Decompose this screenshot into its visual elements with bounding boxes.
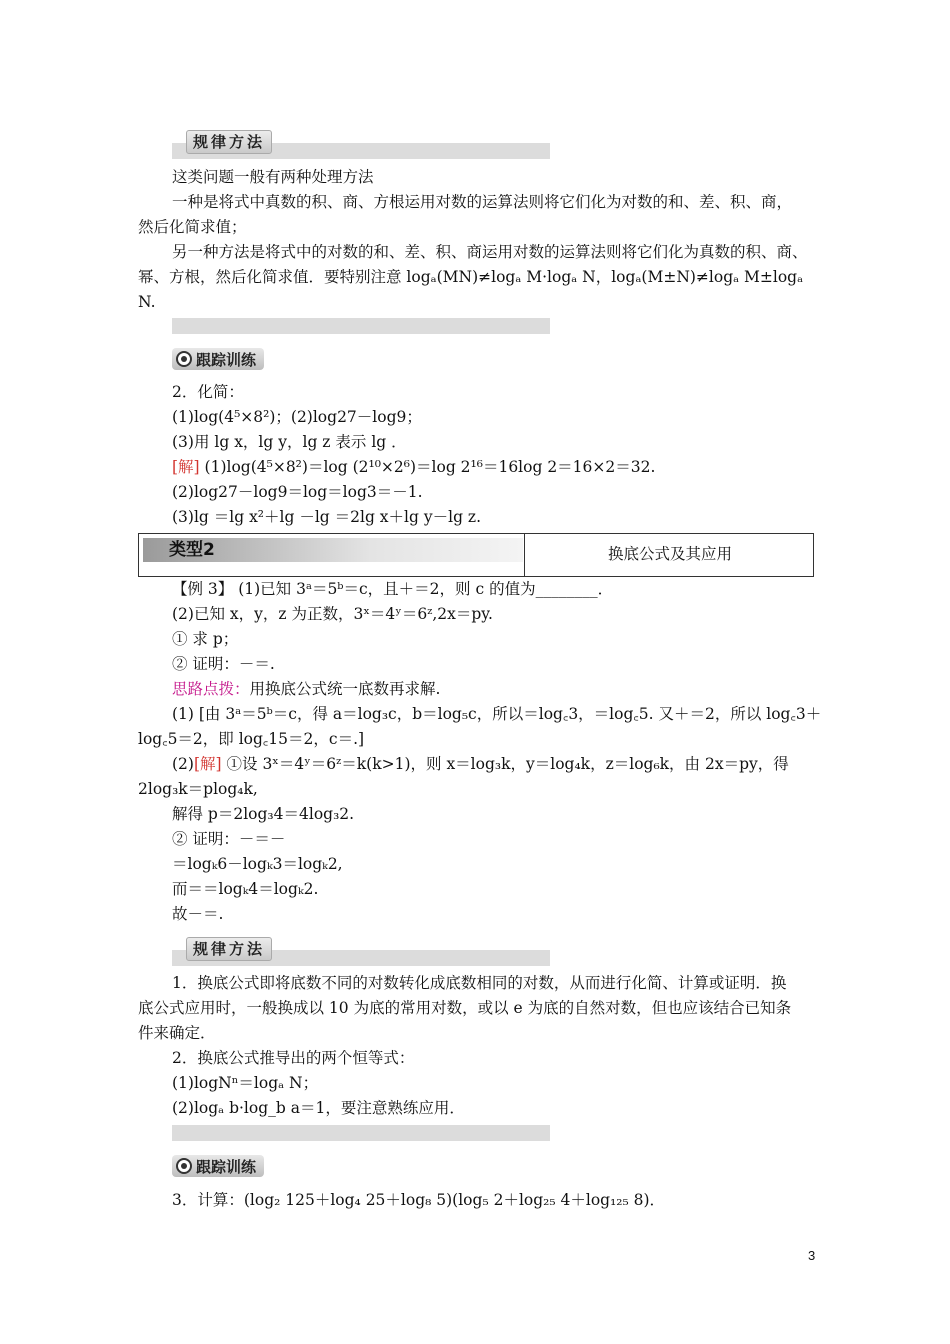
- hint-text: 用换底公式统一底数再求解.: [249, 680, 441, 698]
- text-line: (3)lg ＝lg x²＋lg －lg ＝2lg x＋lg y－lg z.: [172, 508, 482, 526]
- text-line: 然后化简求值；: [138, 218, 247, 236]
- example-line: (2)已知 x，y，z 为正数，3ˣ＝4ʸ＝6ᶻ,2x＝py.: [172, 605, 493, 623]
- text-line: 底公式应用时，一般换成以 10 为底的常用对数，或以 e 为底的自然对数，但也应该结合已知条: [138, 999, 792, 1017]
- target-icon: [176, 1158, 192, 1174]
- solution-line: 2log₃k＝plog₄k,: [138, 780, 258, 798]
- text-line: 一种是将式中真数的积、商、方根运用对数的运算法则将它们化为对数的和、差、积、商，: [172, 193, 793, 211]
- method-header: 规律方法: [186, 130, 272, 154]
- text-line: (1)logNⁿ＝logₐ N；: [172, 1074, 319, 1092]
- solution-line: 故－＝.: [172, 905, 224, 923]
- solution-line: ＝logₖ6－logₖ3＝logₖ2,: [172, 855, 343, 873]
- solution-text: ①设 3ˣ＝4ʸ＝6ᶻ＝k(k>1)，则 x＝log₃k，y＝log₄k，z＝log₆k，由 2x＝py，得: [226, 755, 789, 773]
- solution-line: ② 证明：－＝－: [172, 830, 286, 848]
- text-line: 3．计算：(log₂ 125＋log₄ 25＋log₈ 5)(log₅ 2＋log₂₅ 4＋log₁₂₅ 8)．: [172, 1191, 666, 1209]
- solution-tag: [解]: [172, 458, 200, 476]
- text-line: 件来确定．: [138, 1024, 216, 1042]
- target-icon: [176, 351, 192, 367]
- text-line: N.: [138, 293, 156, 311]
- example-line: ② 证明：－＝.: [172, 655, 275, 673]
- text-line: 这类问题一般有两种处理方法: [172, 168, 374, 186]
- method-header: 规律方法: [186, 937, 272, 961]
- track-header-label: 跟踪训练: [196, 1157, 257, 1176]
- hint-line: [172, 678, 822, 700]
- type-title: 换底公式及其应用: [524, 534, 815, 576]
- text-line: (1)log(4⁵×8²)；(2)log27－log9；: [172, 408, 422, 426]
- solution-line: (1) [由 3ᵃ＝5ᵇ＝c，得 a＝log₃c，b＝log₅c，所以＝log꜀3，＝log꜀5. 又＋＝2，所以 log꜀3＋: [172, 705, 822, 723]
- solution-line: 而＝＝logₖ4＝logₖ2.: [172, 880, 319, 898]
- example-line: ① 求 p；: [172, 630, 239, 648]
- example-line: 【例 3】 (1)已知 3ᵃ＝5ᵇ＝c，且＋＝2，则 c 的值为________．: [172, 580, 614, 598]
- part-prefix: (2): [172, 755, 194, 773]
- text-line: (3)用 lg x，lg y，lg z 表示 lg ．: [172, 433, 407, 451]
- track-header-label: 跟踪训练: [196, 350, 257, 369]
- page-number: 3: [808, 1248, 816, 1263]
- solution-line: [172, 456, 822, 478]
- solution-line: 解得 p＝2log₃4＝4log₃2.: [172, 805, 355, 823]
- text-line: 2．化简：: [172, 383, 244, 401]
- type-label: 类型2: [143, 538, 523, 562]
- section-footer-bar: [172, 1125, 550, 1141]
- hint-label: 思路点拨：: [172, 680, 250, 698]
- solution-line: log꜀5＝2，即 log꜀15＝2，c＝.]: [138, 730, 365, 748]
- text-line: 幂、方根，然后化简求值．要特别注意 logₐ(MN)≠logₐ M·logₐ N，logₐ(M±N)≠logₐ M±logₐ: [138, 268, 804, 286]
- section-footer-bar: [172, 318, 550, 334]
- track-header: [172, 348, 264, 370]
- solution-tag: [解]: [193, 755, 222, 773]
- track-header: [172, 1155, 264, 1177]
- type-heading-box: [138, 533, 814, 577]
- text-line: (2)logₐ b·log_b a＝1，要注意熟练应用．: [172, 1099, 465, 1117]
- text-line: 2．换底公式推导出的两个恒等式：: [172, 1049, 415, 1067]
- solution-line: [172, 753, 822, 775]
- solution-text: (1)log(4⁵×8²)＝log (2¹⁰×2⁶)＝log 2¹⁶＝16log 2＝16×2＝32.: [204, 458, 656, 476]
- text-line: 另一种方法是将式中的对数的和、差、积、商运用对数的运算法则将它们化为真数的积、商、: [172, 243, 808, 261]
- text-line: 1．换底公式即将底数不同的对数转化成底数相同的对数，从而进行化简、计算或证明．换: [172, 974, 787, 992]
- text-line: (2)log27－log9＝log＝log3＝－1.: [172, 483, 423, 501]
